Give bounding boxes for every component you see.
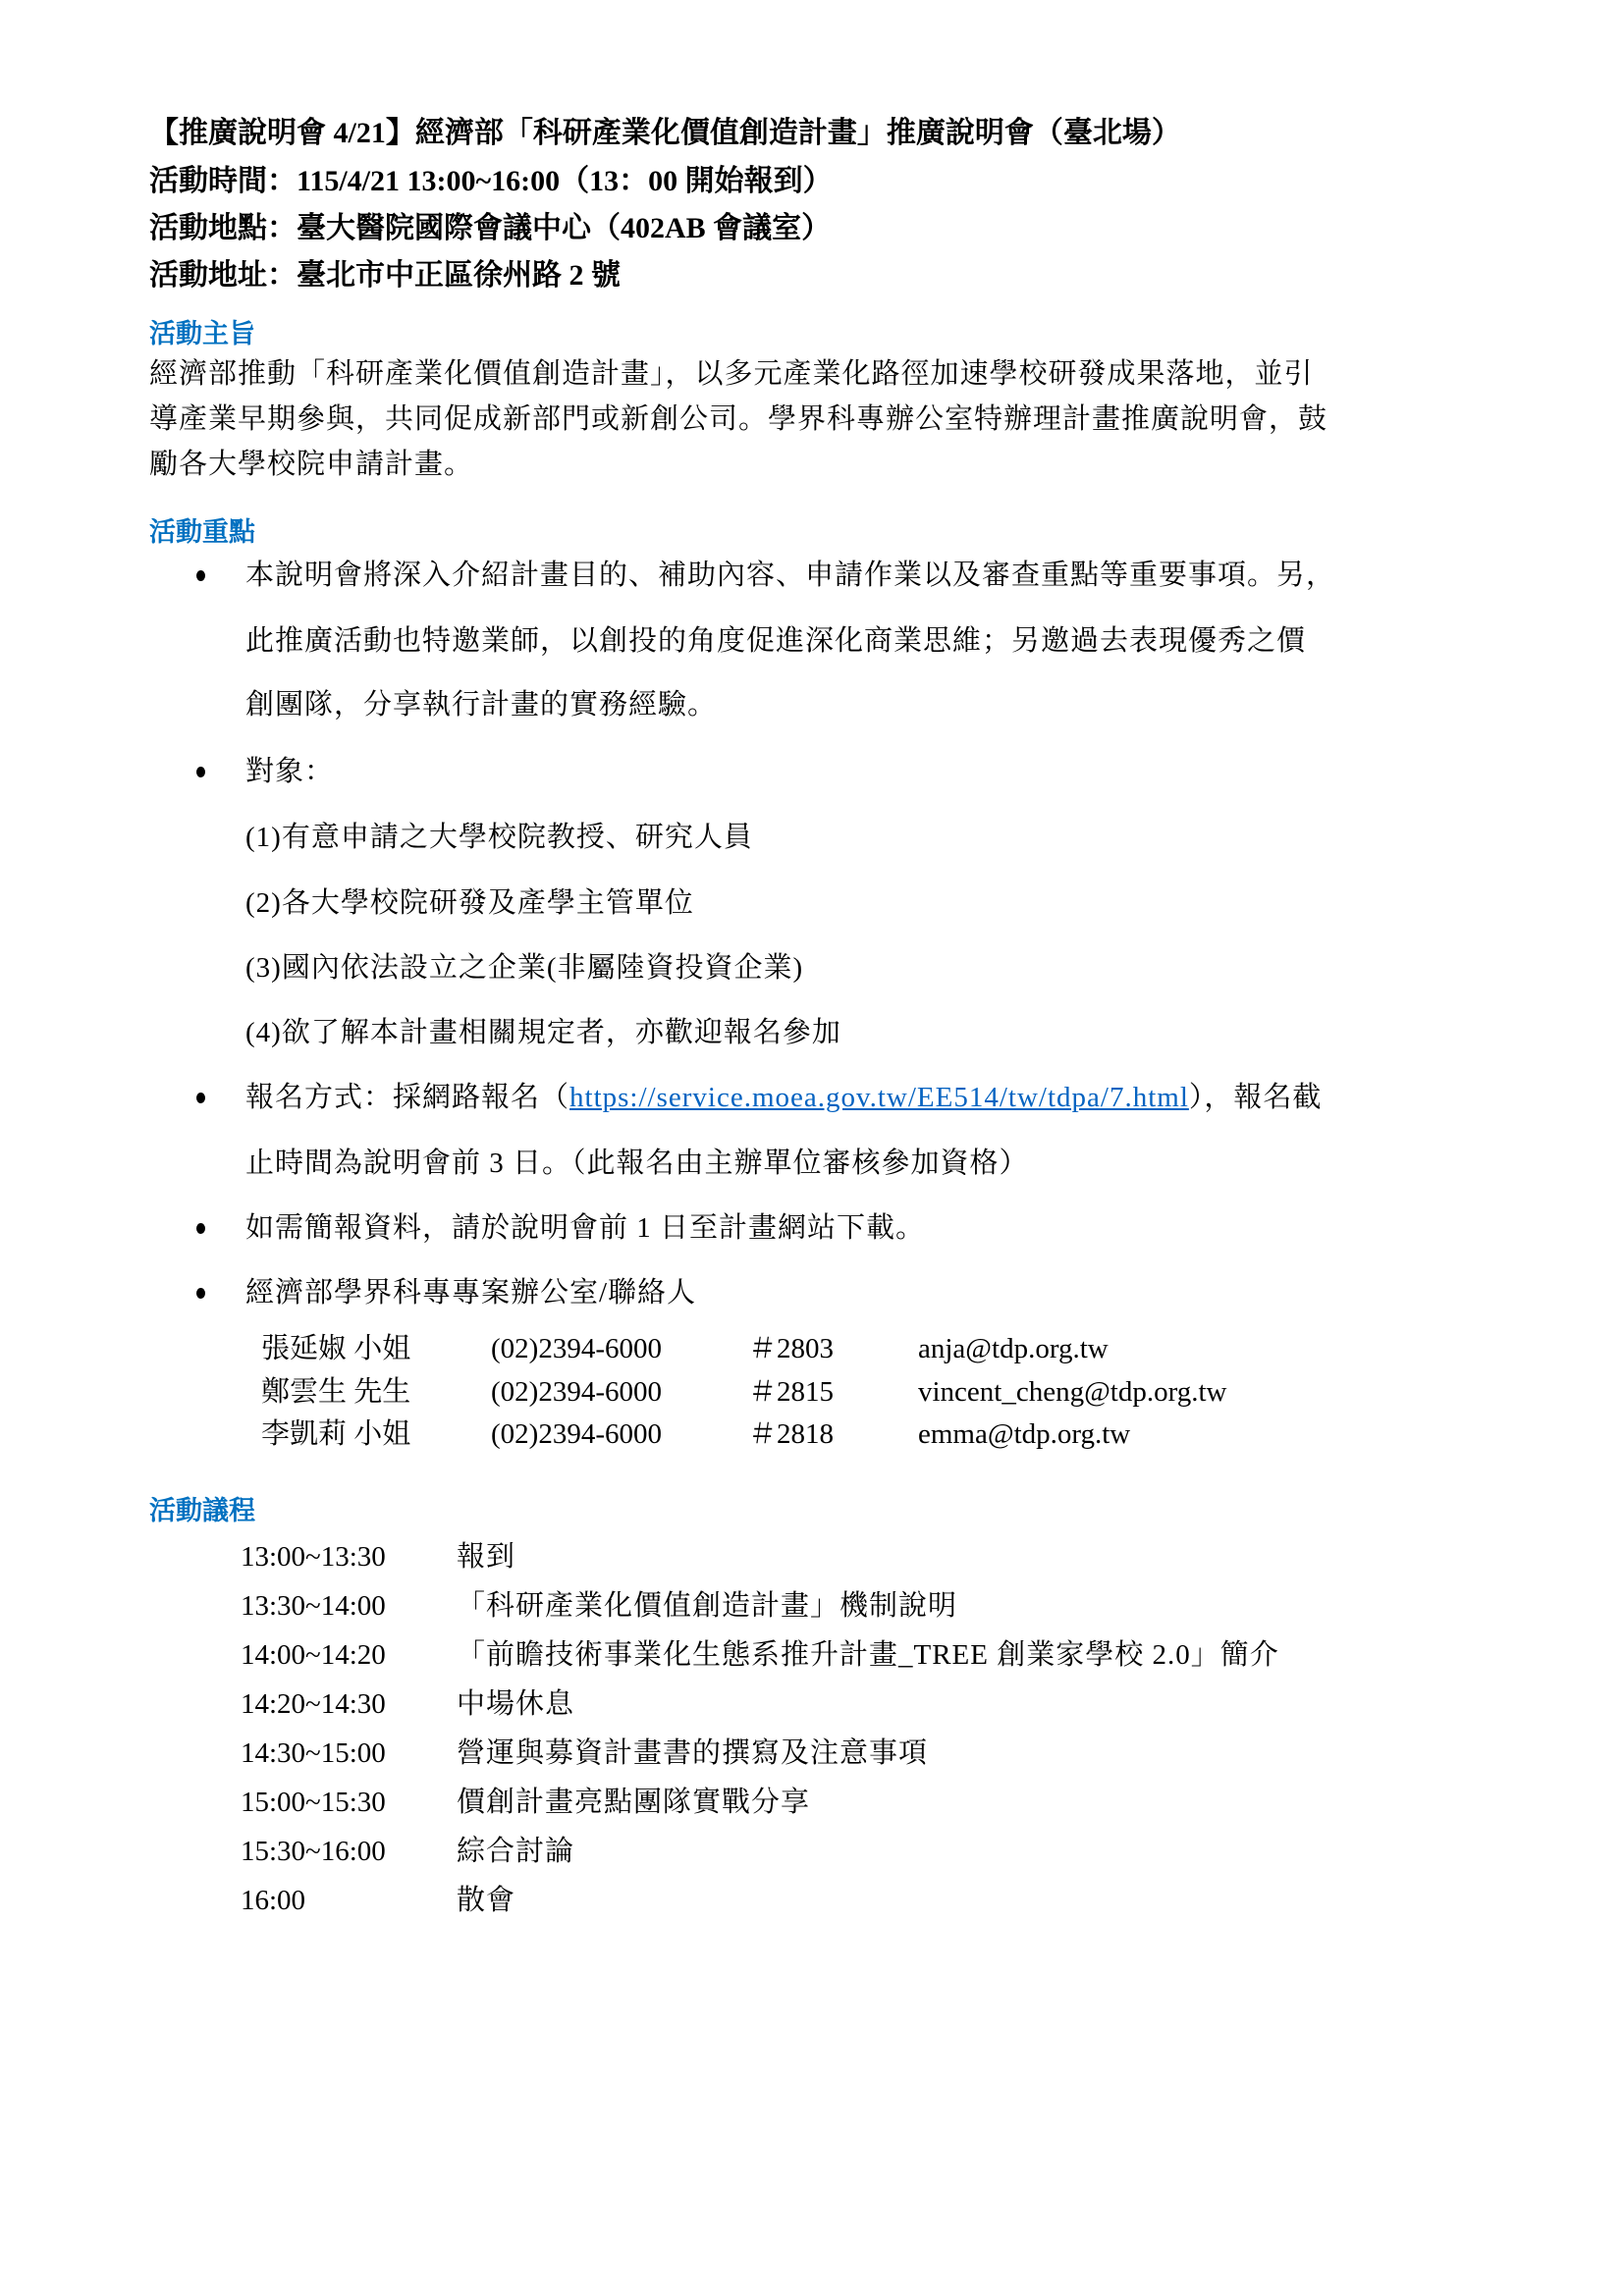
contact-email[interactable]: anja@tdp.org.tw	[918, 1333, 1109, 1364]
audience-item: (3)國內依法設立之企業(非屬陸資投資企業)	[245, 952, 804, 984]
contact-ext: ＃2803	[748, 1333, 835, 1364]
section-title-highlights: 活動重點	[149, 517, 255, 547]
agenda-time: 16:00	[241, 1885, 306, 1916]
event-venue: 活動地點：臺大醫院國際會議中心（402AB 會議室）	[149, 212, 832, 244]
agenda-item: 價創計畫亮點團隊實戰分享	[457, 1787, 811, 1818]
bullet-icon	[196, 1288, 205, 1299]
agenda-time: 14:30~15:00	[241, 1737, 386, 1769]
event-title: 【推廣說明會 4/21】經濟部「科研產業化價值創造計畫」推廣說明會（臺北場）	[149, 117, 1181, 149]
audience-item: (2)各大學校院研發及產學主管單位	[245, 887, 694, 919]
purpose-line: 導產業早期參與，共同促成新部門或新創公司。學界科專辦公室特辦理計畫推廣說明會，鼓	[149, 403, 1328, 435]
agenda-time: 15:00~15:30	[241, 1787, 386, 1818]
agenda-time: 14:20~14:30	[241, 1688, 386, 1720]
contact-phone: (02)2394-6000	[491, 1333, 662, 1364]
purpose-line: 勵各大學校院申請計畫。	[149, 449, 474, 480]
agenda-item: 報到	[457, 1541, 516, 1573]
contact-name: 李凱莉 小姐	[261, 1418, 411, 1450]
document-page: 【推廣說明會 4/21】經濟部「科研產業化價值創造計畫」推廣說明會（臺北場） 活動時間：115/4/21 13:00~16:00（13：00 開始報到） 活動地點：臺大醫院國際會議中心（402AB 會議室） 活動地址：臺北市中正區徐州路 2 號 活動主旨 經濟部推動「科研產業化價值創造計畫」，以多元產業化路徑加速學校研發成果落地，並引 導產業早期參與，共同促成新部門或新創公司。學界科專辦公室特辦理計畫推廣說明會，鼓 勵各大學校院申請計畫。 活動重點 本說明會將深入介紹計畫目的、補助內容、申請作業以及審查重點等重要事項。另， 此推廣活動也特邀業師，以創投的角度促進深化商業思維；另邀過去表現優秀之價 創團隊，分享執行計畫的實務經驗。 對象： (1)有意申請之大學校院教授、研究人員 (2)各大學校院研發及產學主管單位 (3)國內依法設立之企業(非屬陸資投資企業) (4)欲了解本計畫相關規定者，亦歡迎報名參加 報名方式：採網路報名（https://service.moea.gov.tw/EE514/tw/tdpa/7.html），報名截 止時間為說明會前 3 日。（此報名由主辦單位審核參加資格） 如需簡報資料，請於說明會前 1 日至計畫網站下載。 經濟部學界科專專案辦公室/聯絡人 張延婌 小姐 (02)2394-6000 ＃2803 anja@tdp.org.tw 鄭雲生 先生 (02)2394-6000 ＃2815 vincent_cheng@tdp.org.tw 李凱莉 小姐 (02)2394-6000 ＃2818 emma@tdp.org.tw 活動議程 13:00~13:30 報到 13:30~14:00 「科研產業化價值創造計畫」機制說明 14:00~14:20 「前瞻技術事業化生態系推升計畫_TREE 創業家學校 2.0」簡介 14:20~14:30 中場休息 14:30~15:00 營運與募資計畫書的撰寫及注意事項 15:00~15:30 價創計畫亮點團隊實戰分享 15:30~16:00 綜合討論 16:00 散會	[0, 0, 1624, 2296]
contact-name: 張延婌 小姐	[261, 1333, 411, 1364]
event-time: 活動時間：115/4/21 13:00~16:00（13：00 開始報到）	[149, 165, 833, 197]
bullet-icon	[196, 570, 205, 581]
contact-ext: ＃2815	[748, 1376, 835, 1408]
bullet-icon	[196, 1093, 205, 1103]
contact-email[interactable]: emma@tdp.org.tw	[918, 1418, 1131, 1450]
agenda-time: 14:00~14:20	[241, 1639, 386, 1671]
agenda-item: 「前瞻技術事業化生態系推升計畫_TREE 創業家學校 2.0」簡介	[457, 1639, 1279, 1671]
event-address: 活動地址：臺北市中正區徐州路 2 號	[149, 259, 621, 292]
contact-phone: (02)2394-6000	[491, 1418, 662, 1450]
intro-line-3: 創團隊，分享執行計畫的實務經驗。	[245, 689, 718, 721]
agenda-item: 「科研產業化價值創造計畫」機制說明	[457, 1590, 958, 1622]
agenda-item: 綜合討論	[457, 1836, 575, 1867]
agenda-time: 13:30~14:00	[241, 1590, 386, 1622]
contact-phone: (02)2394-6000	[491, 1376, 662, 1408]
bullet-icon	[196, 1223, 205, 1234]
contact-email[interactable]: vincent_cheng@tdp.org.tw	[918, 1376, 1227, 1408]
agenda-item: 中場休息	[457, 1688, 575, 1720]
contact-name: 鄭雲生 先生	[261, 1376, 411, 1408]
contact-ext: ＃2818	[748, 1418, 835, 1450]
purpose-line: 經濟部推動「科研產業化價值創造計畫」，以多元產業化路徑加速學校研發成果落地，並引	[149, 358, 1314, 390]
agenda-time: 15:30~16:00	[241, 1836, 386, 1867]
section-title-purpose: 活動主旨	[149, 319, 255, 348]
audience-item: (4)欲了解本計畫相關規定者，亦歡迎報名參加	[245, 1017, 841, 1048]
intro-line-2: 此推廣活動也特邀業師，以創投的角度促進深化商業思維；另邀過去表現優秀之價	[245, 625, 1307, 657]
section-title-agenda: 活動議程	[149, 1496, 255, 1525]
registration-link[interactable]: https://service.moea.gov.tw/EE514/tw/tdpa/7.html	[569, 1082, 1189, 1113]
agenda-item: 營運與募資計畫書的撰寫及注意事項	[457, 1737, 929, 1769]
agenda-time: 13:00~13:30	[241, 1541, 386, 1573]
audience-item: (1)有意申請之大學校院教授、研究人員	[245, 822, 753, 853]
registration-deadline: 止時間為說明會前 3 日。（此報名由主辦單位審核參加資格）	[245, 1148, 1029, 1179]
purpose-paragraph	[149, 351, 1494, 487]
agenda-item: 散會	[457, 1885, 516, 1916]
bullet-icon	[196, 767, 205, 777]
